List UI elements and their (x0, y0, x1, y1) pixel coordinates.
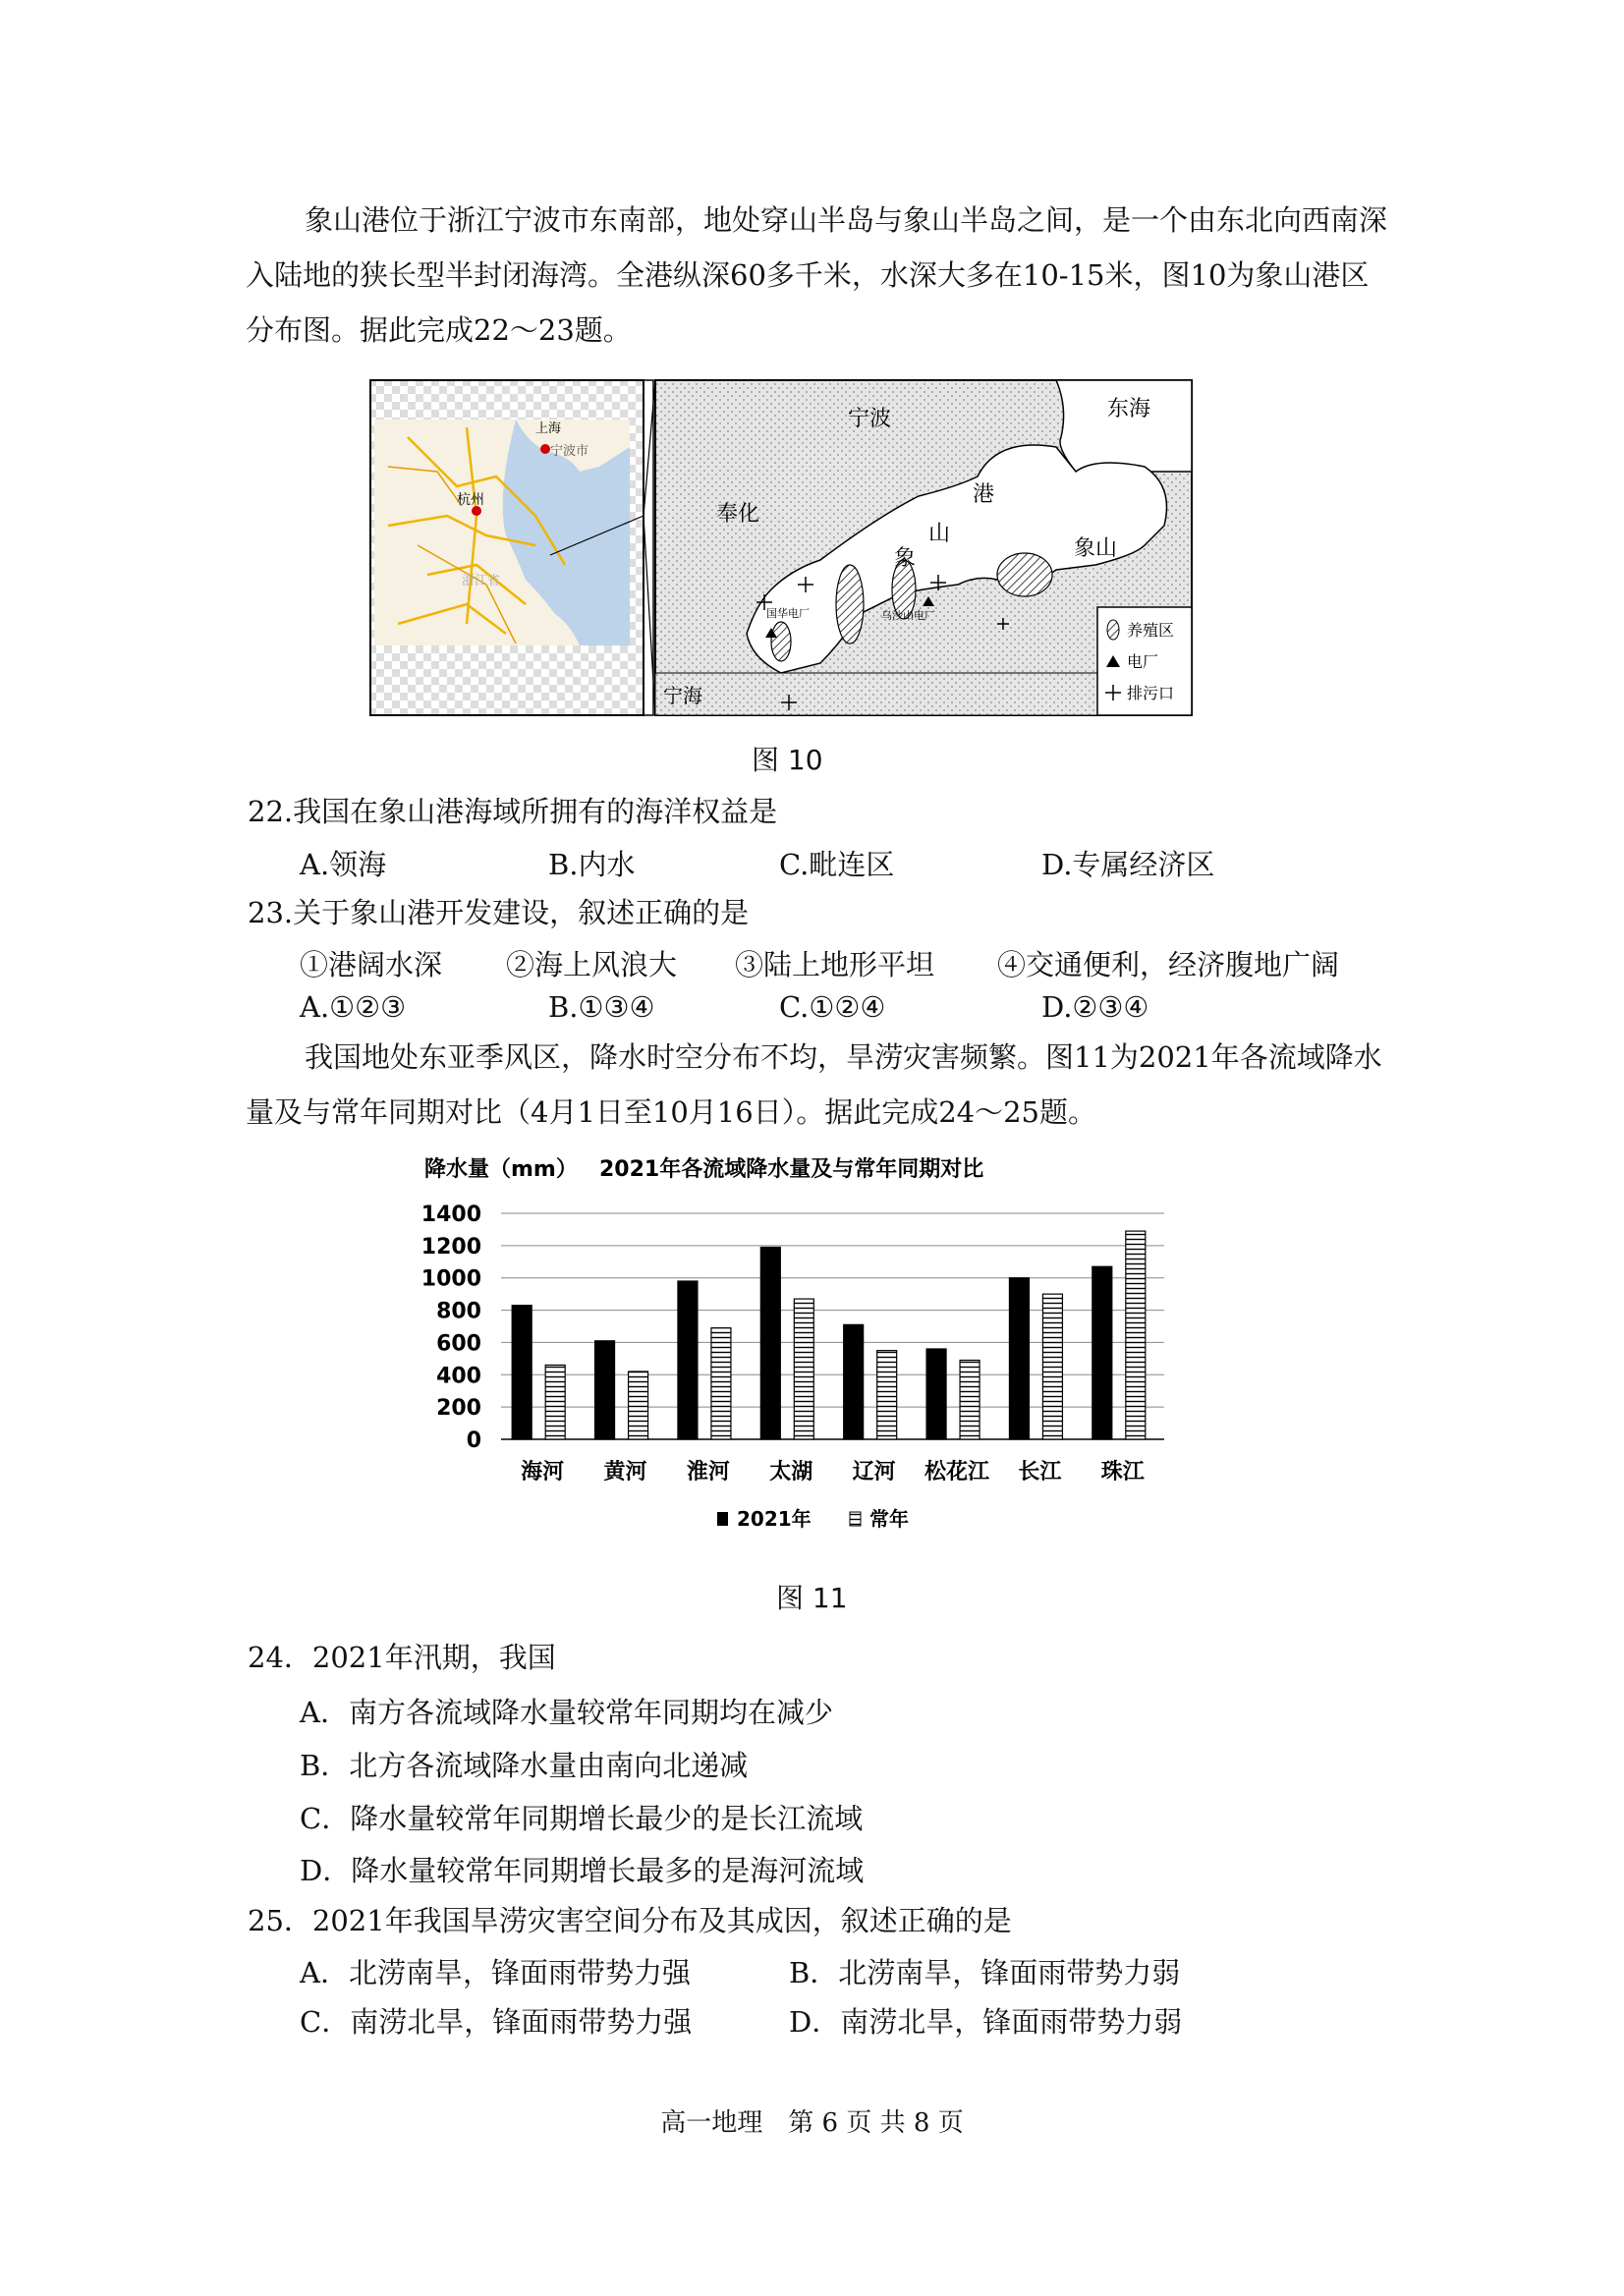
label-hangzhou: 杭州 (457, 492, 484, 508)
label-donghai: 东海 (1107, 397, 1151, 421)
page-footer: 高一地理 第 6 页 共 8 页 (660, 2108, 964, 2138)
question-24-stem: 24．2021年汛期，我国 (248, 1641, 556, 1674)
map-legend (1097, 607, 1192, 715)
y-tick-label: 1000 (420, 1266, 481, 1292)
legend-label-normal: 常年 (869, 1507, 909, 1531)
legend-swatch-normal (850, 1512, 861, 1526)
y-tick-label: 800 (436, 1299, 481, 1324)
label-shanghai: 上海 (535, 421, 562, 436)
figure-11-chart (403, 1145, 1228, 1538)
bar-2021 (595, 1341, 615, 1439)
figure-11-caption: 图 11 (776, 1582, 848, 1614)
legend-power-plant: 电厂 (1127, 652, 1159, 671)
bar-normal (877, 1351, 897, 1439)
y-tick-label: 0 (466, 1428, 481, 1453)
bar-normal (960, 1361, 980, 1440)
legend-swatch-2021 (717, 1512, 728, 1526)
bar-normal (1042, 1294, 1062, 1439)
intro-paragraph-1: 象山港位于浙江宁波市东南部，地处穿山半岛与象山半岛之间，是一个由东北向西南深入陆地的狭长型半封闭海湾。全港纵深60多千米，水深大多在10-15米，图10为象山港区分布图。据此完成22～23题。 (246, 203, 1388, 347)
q25-option-b[interactable]: B．北涝南旱，锋面雨带势力弱 (789, 1956, 1181, 1989)
bar-2021 (1092, 1266, 1112, 1439)
x-category-label: 辽河 (852, 1460, 896, 1484)
question-25-stem: 25．2021年我国旱涝灾害空间分布及其成因，叙述正确的是 (248, 1904, 1012, 1937)
aquaculture-area (997, 553, 1052, 596)
main-map (655, 380, 1192, 715)
x-category-label: 长江 (1018, 1460, 1062, 1484)
x-category-label: 淮河 (686, 1460, 730, 1484)
label-xiangshan: 象山 (1074, 536, 1118, 561)
label-guohua-plant: 国华电厂 (766, 607, 810, 620)
q23-item-1: ①港阔水深 (300, 948, 443, 981)
figure-10-caption: 图 10 (752, 744, 823, 776)
aquaculture-area (771, 622, 791, 661)
bar-2021 (512, 1306, 532, 1439)
aquaculture-area (836, 565, 864, 644)
chart-title: 2021年各流域降水量及与常年同期对比 (599, 1157, 984, 1182)
q24-option-b[interactable]: B．北方各流域降水量由南向北递减 (300, 1749, 749, 1782)
question-22-stem: 22.我国在象山港海域所拥有的海洋权益是 (248, 795, 778, 828)
q23-item-4: ④交通便利，经济腹地广阔 (997, 948, 1340, 981)
q23-option-d[interactable]: D.②③④ (1041, 990, 1149, 1024)
q23-option-b[interactable]: B.①③④ (548, 990, 655, 1024)
q24-option-a[interactable]: A．南方各流域降水量较常年同期均在减少 (300, 1696, 833, 1729)
bar-normal (629, 1372, 648, 1439)
label-gang: 港 (973, 482, 995, 507)
q22-option-d[interactable]: D.专属经济区 (1041, 848, 1215, 881)
q24-option-c[interactable]: C．降水量较常年同期增长最少的是长江流域 (300, 1802, 864, 1835)
inset-map (370, 380, 644, 715)
bar-normal (545, 1365, 565, 1439)
bar-normal (711, 1328, 731, 1439)
q23-item-2: ②海上风浪大 (506, 948, 678, 981)
q23-item-3: ③陆上地形平坦 (735, 948, 935, 981)
q25-option-c[interactable]: C．南涝北旱，锋面雨带势力强 (300, 2005, 693, 2039)
x-category-label: 太湖 (769, 1460, 813, 1484)
chart-ylabel: 降水量（mm） (424, 1157, 578, 1182)
question-23-stem: 23.关于象山港开发建设，叙述正确的是 (248, 896, 750, 929)
y-tick-label: 400 (436, 1364, 481, 1389)
bar-normal (794, 1299, 813, 1439)
label-ningbo: 宁波 (848, 407, 892, 431)
label-ningbo-city: 宁波市 (550, 444, 589, 459)
q25-option-a[interactable]: A．北涝南旱，锋面雨带势力强 (300, 1956, 691, 1989)
label-shan: 山 (928, 522, 951, 546)
y-tick-label: 200 (436, 1396, 481, 1422)
legend-aquaculture: 养殖区 (1127, 621, 1175, 640)
q22-option-b[interactable]: B.内水 (548, 848, 636, 881)
x-category-label: 松花江 (924, 1460, 990, 1484)
q22-option-c[interactable]: C.毗连区 (779, 848, 895, 881)
bar-2021 (760, 1248, 780, 1440)
legend-outfall: 排污口 (1127, 684, 1175, 702)
q25-option-d[interactable]: D．南涝北旱，锋面雨带势力弱 (789, 2005, 1183, 2039)
y-tick-label: 1400 (420, 1203, 481, 1227)
q23-option-a[interactable]: A.①②③ (300, 990, 407, 1024)
legend-label-2021: 2021年 (737, 1507, 812, 1531)
label-xiang: 象 (894, 546, 917, 571)
intro-paragraph-2: 我国地处东亚季风区，降水时空分布不均，旱涝灾害频繁。图11为2021年各流域降水量及与常年同期对比（4月1日至10月16日）。据此完成24～25题。 (246, 1040, 1382, 1129)
figure-10-map (368, 378, 1194, 717)
label-wushashan-plant: 乌沙山电厂 (881, 609, 935, 622)
label-zhejiang: 浙江省 (462, 574, 501, 588)
x-category-label: 黄河 (603, 1460, 647, 1484)
bar-2021 (926, 1349, 946, 1439)
bar-2021 (678, 1281, 698, 1439)
bar-normal (1126, 1231, 1146, 1439)
y-tick-label: 1200 (420, 1234, 481, 1260)
x-category-label: 海河 (521, 1460, 565, 1484)
q24-option-d[interactable]: D．降水量较常年同期增长最多的是海河流域 (300, 1854, 865, 1887)
q22-option-a[interactable]: A.领海 (300, 848, 387, 881)
q23-option-c[interactable]: C.①②④ (779, 990, 886, 1024)
y-tick-label: 600 (436, 1331, 481, 1357)
shanghai-marker (540, 444, 550, 454)
label-fenghua: 奉化 (716, 502, 760, 527)
bar-2021 (1009, 1278, 1029, 1439)
bar-2021 (844, 1324, 864, 1439)
label-ninghai: 宁海 (663, 684, 702, 707)
x-category-label: 珠江 (1100, 1460, 1145, 1484)
